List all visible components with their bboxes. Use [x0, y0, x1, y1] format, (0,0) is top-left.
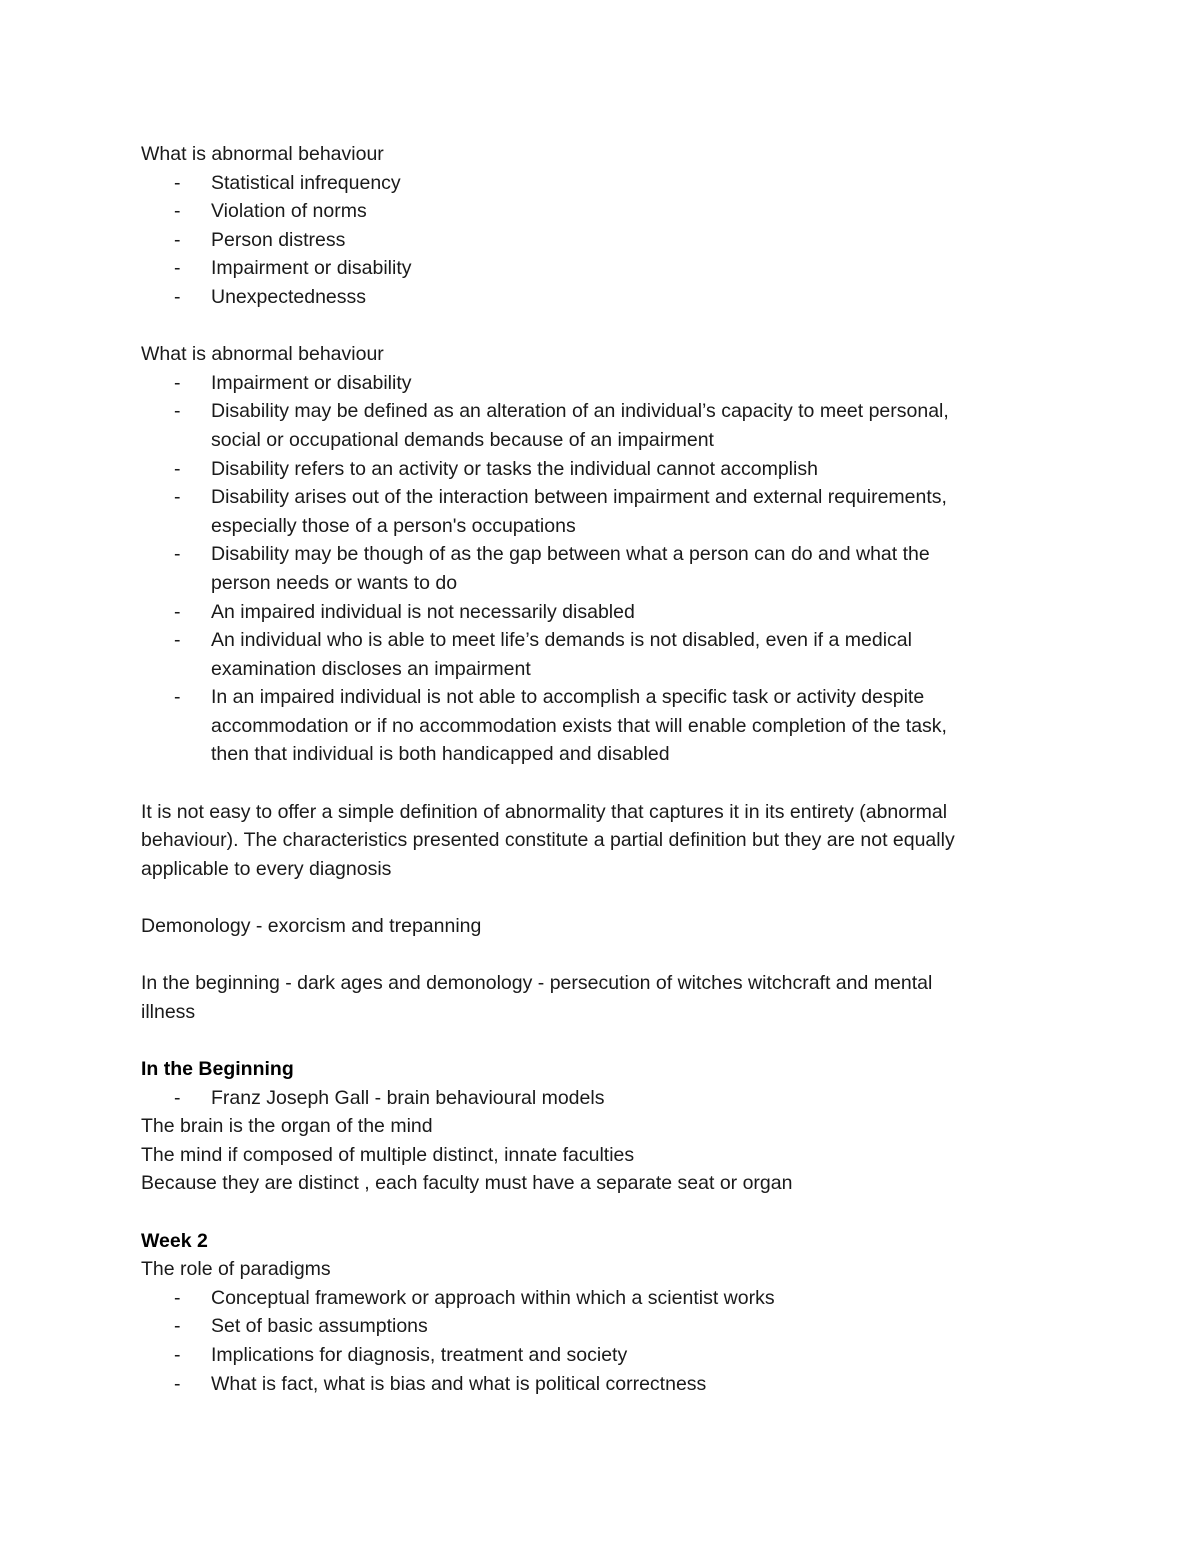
demonology-line: Demonology - exorcism and trepanning — [141, 915, 482, 938]
dash-marker: - — [174, 543, 181, 566]
dash-marker: - — [174, 285, 181, 308]
list-item: - Set of basic assumptions — [141, 1312, 1061, 1341]
paragraph-line: illness — [141, 1000, 196, 1023]
body-line: The mind if composed of multiple distinct, innate faculties — [141, 1143, 635, 1166]
spacer — [141, 312, 1061, 341]
list-item: - Franz Joseph Gall - brain behavioural models — [141, 1084, 1061, 1113]
paragraph-beginning — [141, 969, 1061, 1026]
body-line: Because they are distinct , each faculty must have a separate seat or organ — [141, 1172, 793, 1195]
section-heading: In the Beginning — [141, 1058, 294, 1080]
dash-marker: - — [174, 400, 181, 423]
dash-marker: - — [174, 371, 181, 394]
spacer — [141, 769, 1061, 798]
dash-marker: - — [174, 686, 181, 709]
dash-marker: - — [174, 1372, 181, 1395]
dash-marker: - — [174, 1343, 181, 1366]
list-item: - Unexpectednesss — [141, 283, 1061, 312]
section-heading: Week 2 — [141, 1229, 208, 1252]
spacer — [141, 1198, 1061, 1227]
list-item: - In an impaired individual is not able to accomplish a specific task or activity despite accommodation or if no accommodation exists that will enable completion of the task, then that individual is both handicapped and disabled — [141, 683, 1061, 769]
body-line: The brain is the organ of the mind — [141, 1115, 433, 1138]
list-item: - Person distress — [141, 226, 1061, 255]
dash-marker: - — [174, 228, 181, 251]
dash-marker: - — [174, 1086, 181, 1109]
spacer — [141, 883, 1061, 912]
list-item: - Statistical infrequency — [141, 169, 1061, 198]
paradigms-list — [141, 1284, 1061, 1398]
spacer — [141, 941, 1061, 970]
spacer — [141, 1026, 1061, 1055]
section-disability — [141, 340, 1061, 769]
list-item: - An individual who is able to meet life’s demands is not disabled, even if a medical examination discloses an impairment — [141, 626, 1061, 683]
paragraph-abnormality — [141, 798, 1061, 884]
dash-marker: - — [174, 457, 181, 480]
list-item: - Implications for diagnosis, treatment and society — [141, 1341, 1061, 1370]
list-item: - Impairment or disability — [141, 254, 1061, 283]
dash-marker: - — [174, 1286, 181, 1309]
gall-list — [141, 1084, 1061, 1113]
dash-marker: - — [174, 486, 181, 509]
dash-marker: - — [174, 600, 181, 623]
disability-list — [141, 369, 1061, 769]
section-title: What is abnormal behaviour — [141, 343, 384, 366]
section-title: What is abnormal behaviour — [141, 143, 384, 165]
paragraph-line: It is not easy to offer a simple definition of abnormality that captures it in its entirety (abnormal — [141, 800, 948, 823]
list-item: - Conceptual framework or approach within which a scientist works — [141, 1284, 1061, 1313]
list-item: - Disability may be though of as the gap between what a person can do and what the person needs or wants to do — [141, 540, 1061, 597]
paragraph-line: applicable to every diagnosis — [141, 857, 392, 880]
section-abnormal-criteria — [141, 140, 1061, 312]
dash-marker: - — [174, 1315, 181, 1338]
dash-marker: - — [174, 629, 181, 652]
section-week-2 — [141, 1227, 1061, 1399]
document-page — [141, 140, 1061, 1398]
list-item: - An impaired individual is not necessarily disabled — [141, 598, 1061, 627]
list-item: - What is fact, what is bias and what is political correctness — [141, 1370, 1061, 1399]
list-item: - Impairment or disability — [141, 369, 1061, 398]
list-item: - Disability refers to an activity or tasks the individual cannot accomplish — [141, 455, 1061, 484]
paragraph-line: In the beginning - dark ages and demonology - persecution of witches witchcraft and mental — [141, 972, 933, 995]
dash-marker: - — [174, 200, 181, 223]
dash-marker: - — [174, 257, 181, 280]
section-subtitle: The role of paradigms — [141, 1258, 331, 1281]
criteria-list — [141, 169, 1061, 312]
list-item: - Violation of norms — [141, 197, 1061, 226]
paragraph-line: behaviour). The characteristics presented constitute a partial definition but they are not equally — [141, 829, 955, 852]
list-item: - Disability arises out of the interaction between impairment and external requirements, especially those of a person's occupations — [141, 483, 1061, 540]
dash-marker: - — [174, 171, 181, 194]
list-item: - Disability may be defined as an alteration of an individual’s capacity to meet personal, social or occupational demands because of an impairment — [141, 397, 1061, 454]
section-in-the-beginning — [141, 1055, 1061, 1198]
